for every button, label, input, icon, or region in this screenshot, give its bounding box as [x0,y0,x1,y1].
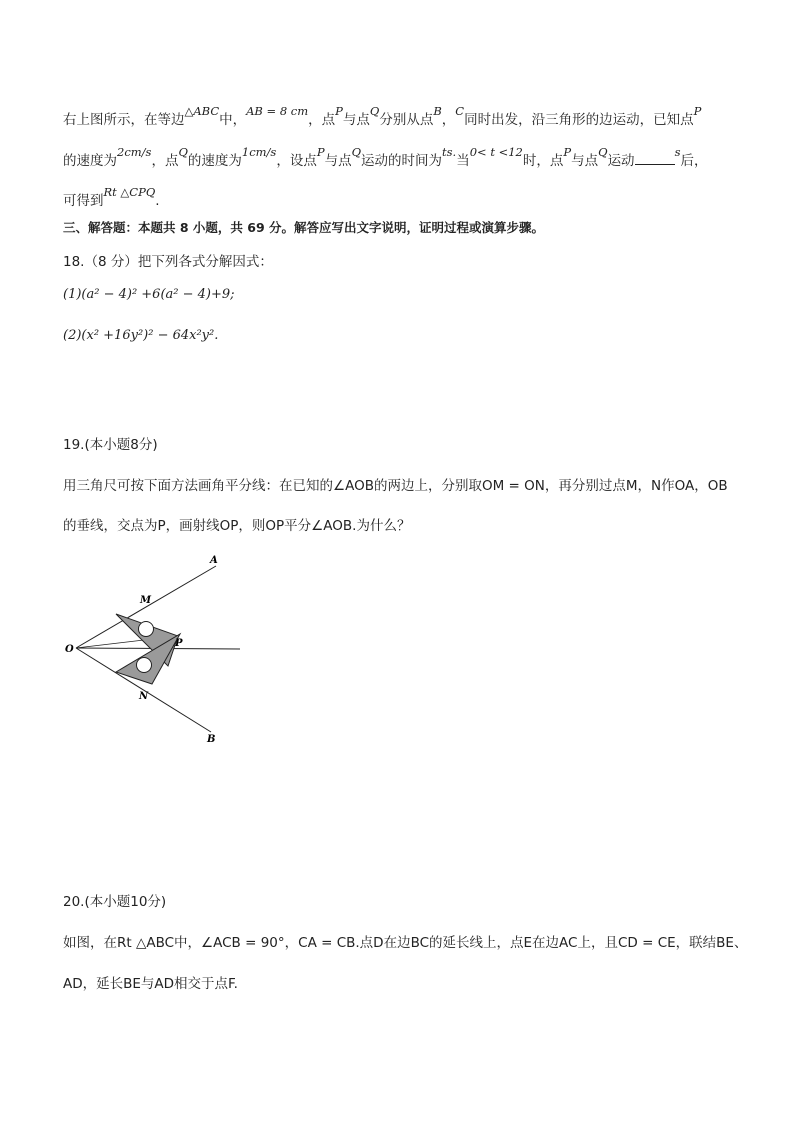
problem-title: 20.(本小题10分) [63,894,167,910]
text: 同时出发，沿三角形的边运动，已知点 [464,112,694,128]
math: 1cm/s [241,145,277,159]
text: ，点 [151,153,179,169]
text: 的速度为 [63,153,117,169]
text: 与点 [324,153,352,169]
expression: (1)(a² − 4)² +6(a² − 4)+9; [63,287,235,302]
math: 2cm/s [117,145,152,159]
problem-title: 19.(本小题8分) [63,437,158,453]
problem18-item2 [63,328,218,343]
math: P [693,104,702,118]
label-a: A [210,555,218,566]
text: 与点 [342,112,370,128]
label-o: O [65,644,74,655]
text: 运动 [607,153,635,169]
math: s [674,145,681,159]
problem-title: 18.（8 分）把下列各式分解因式： [63,254,273,270]
math: Q [178,145,188,159]
text: 右上图所示，在等边 [63,112,185,128]
math: ts. [442,145,457,159]
text: 分别从点 [379,112,434,128]
text: ， [441,112,456,128]
math: Q [369,104,380,118]
text: ，设点 [276,153,317,169]
problem20-title [63,890,166,910]
problem19-text2 [63,514,410,534]
math: P [335,104,343,118]
problem20-text1 [63,931,747,951]
text: 中， [219,112,247,128]
problem20-text2 [63,972,238,992]
text: ，点 [308,112,336,128]
section-heading-text: 三、解答题：本题共 8 小题，共 69 分。解答应写出文字说明，证明过程或演算步骤。 [63,220,545,235]
math: C [455,104,465,118]
text: . [155,193,160,209]
math: △ABC [184,104,220,118]
math: P [316,145,325,159]
problem17-line1 [63,104,702,128]
problem-text: 如图，在Rt △ABC中，∠ACB = 90°，CA = CB.点D在边BC的延长线上，点E在边AC上，且CD = CE，联结BE、 [63,935,748,951]
math: AB = 8 cm [246,104,309,118]
text: 可得到 [63,193,104,209]
text: 当 [456,153,470,169]
ruler-hole-upper [139,622,154,637]
text: 的速度为 [187,153,242,169]
math: Rt △CPQ [103,185,156,199]
section-heading [63,218,544,236]
problem19-title [63,433,158,453]
problem18-item1 [63,287,235,302]
text: 与点 [571,153,599,169]
text: 后， [680,153,708,169]
problem17-line3 [63,185,160,209]
angle-bisector-figure [58,548,248,748]
problem18-title [63,250,273,270]
label-m: M [140,595,152,606]
text: 运动的时间为 [361,153,443,169]
math: Q [351,145,362,159]
label-p: P [175,638,183,649]
math: P [563,145,572,159]
label-b: B [207,734,216,745]
label-n: N [139,691,149,702]
problem-text: 的垂线，交点为P，画射线OP，则OP平分∠AOB.为什么？ [63,518,411,534]
problem-text: AD，延长BE与AD相交于点F. [63,976,238,992]
math: B [433,104,442,118]
problem17-line2 [63,145,708,169]
problem19-text1 [63,474,728,494]
math: Q [598,145,608,159]
problem-text: 用三角尺可按下面方法画角平分线：在已知的∠AOB的两边上，分别取OM = ON，再分别过点M，N作OA，OB [63,478,728,494]
ruler-hole-lower [137,658,152,673]
text: 时，点 [522,153,564,169]
expression: (2)(x² +16y²)² − 64x²y². [63,328,219,343]
math: 0< t <12 [469,145,523,159]
answer-blank[interactable] [635,152,675,165]
